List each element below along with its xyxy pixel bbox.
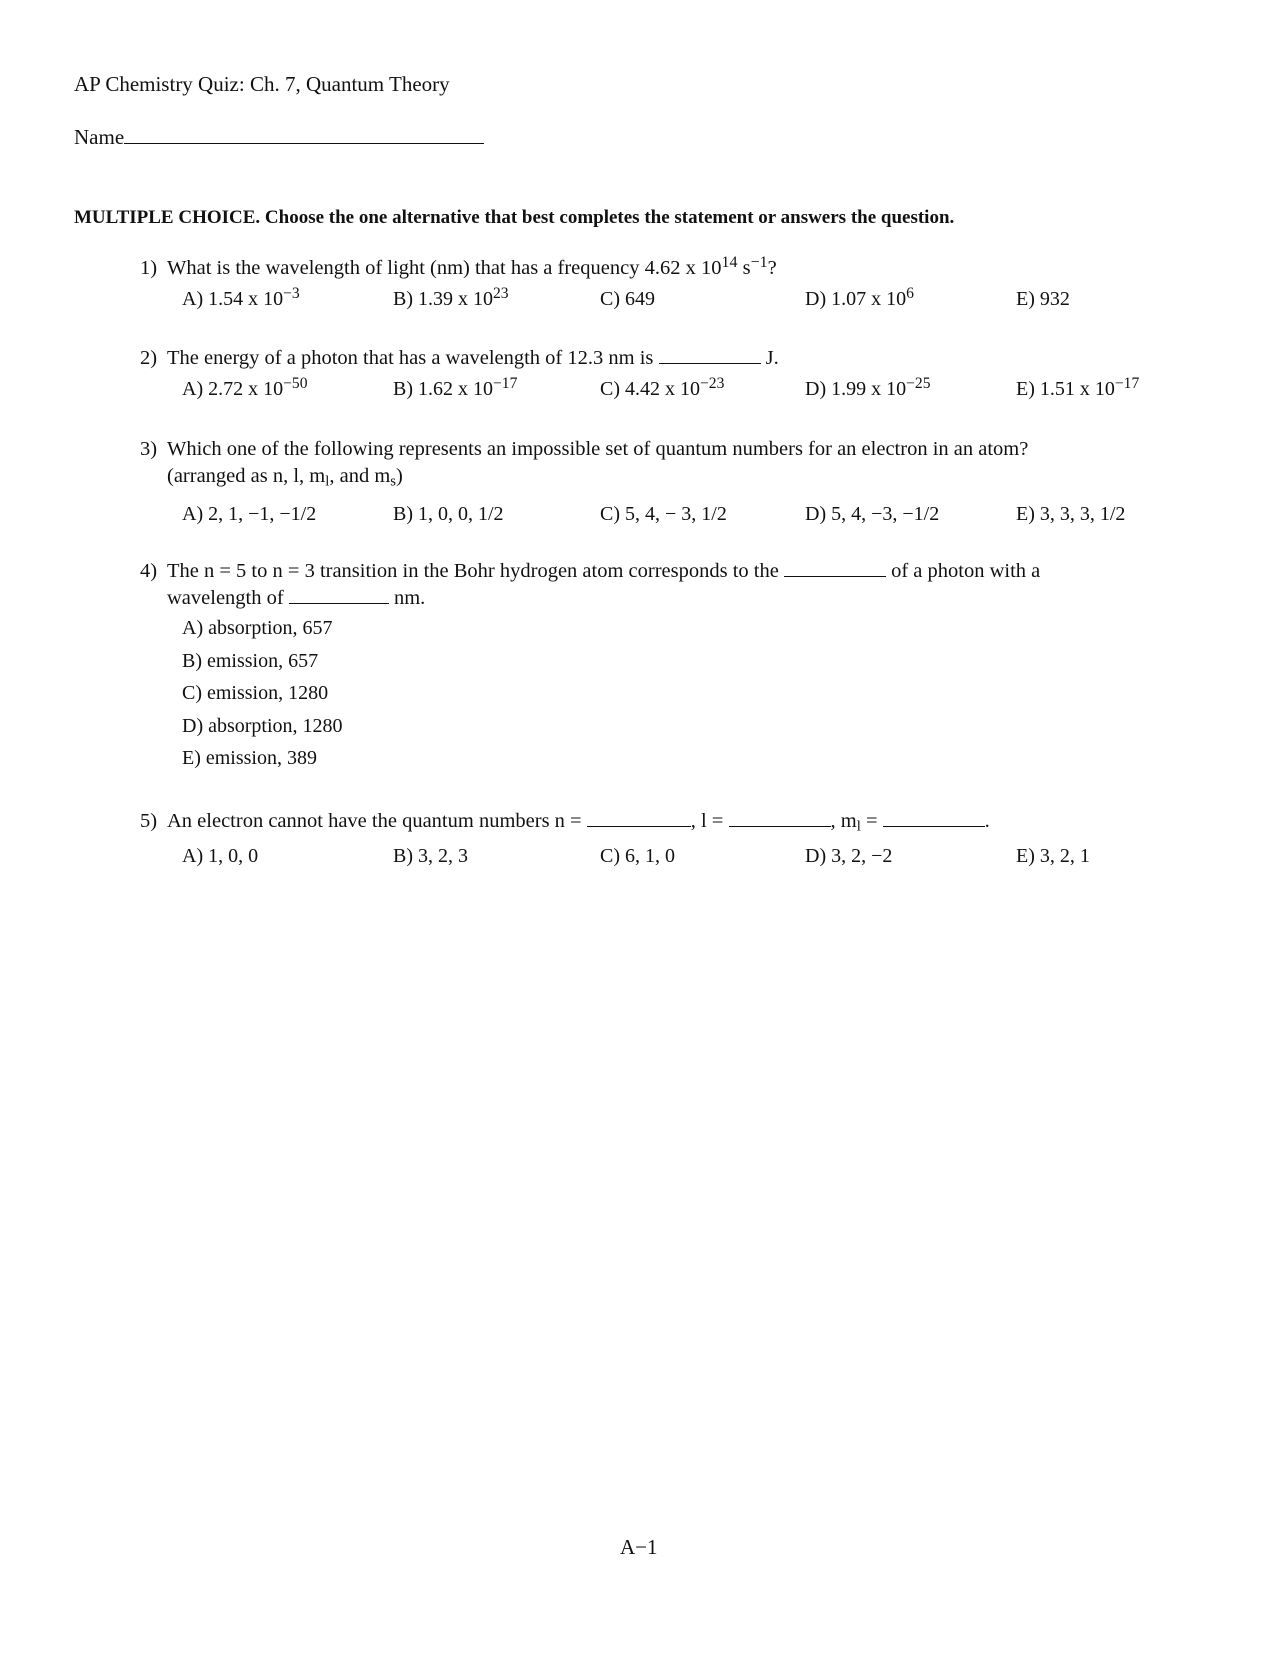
option-a: A) 2, 1, −1, −1/2 — [182, 503, 317, 525]
option-b: B) emission, 657 — [182, 649, 319, 672]
page-number: A−1 — [620, 1535, 658, 1559]
answer-blank — [587, 810, 691, 827]
question-number: 1) — [140, 257, 158, 279]
option-a: A) 2.72 x $10^{-50}$ — [182, 374, 308, 400]
answer-blank — [289, 587, 389, 604]
name-field — [74, 125, 484, 150]
options-list — [182, 617, 343, 780]
question-text: What is the wavelength of light (nm) that has a frequency 4.62 x $10^{14}$ $s^{-1}$? — [167, 253, 777, 279]
option-a: A) 1.54 x $10^{-3}$ — [182, 284, 300, 310]
option-e: E) 3, 2, 1 — [1016, 845, 1090, 867]
option-c: C) 6, 1, 0 — [600, 845, 675, 867]
option-a: A) absorption, 657 — [182, 617, 333, 639]
option-c: C) 4.42 x $10^{-23}$ — [600, 374, 725, 400]
question-number: 5) — [140, 810, 158, 832]
option-b: B) 1.39 x $10^{23}$ — [393, 284, 509, 310]
answer-blank — [883, 810, 985, 827]
question-number: 3) — [140, 438, 158, 460]
option-e: E) 1.51 x $10^{-17}$ — [1016, 374, 1140, 400]
name-blank-line — [124, 125, 484, 144]
option-b: B) 1, 0, 0, 1/2 — [393, 503, 504, 525]
option-b: B) 3, 2, 3 — [393, 845, 468, 867]
option-d: D) 5, 4, −3, −1/2 — [805, 503, 940, 525]
option-d: D) 1.07 x $10^6$ — [805, 284, 914, 310]
answer-blank — [729, 810, 831, 827]
question-text-line2: wavelength of nm. — [167, 587, 426, 609]
question-number: 4) — [140, 560, 158, 582]
question-text: The energy of a photon that has a wavelength of 12.3 nm is J. — [167, 347, 779, 369]
answer-blank — [784, 560, 886, 577]
option-b: B) 1.62 x $10^{-17}$ — [393, 374, 518, 400]
question-text: An electron cannot have the quantum numbers n = , l = , $m_l$ = . — [167, 810, 990, 835]
option-c: C) emission, 1280 — [182, 682, 329, 704]
question-text-line2: (arranged as n, l, $m_l$, and $m_s$) — [167, 465, 403, 490]
option-d: D) 1.99 x $10^{-25}$ — [805, 374, 931, 400]
option-c: C) 649 — [600, 288, 655, 310]
option-e: E) emission, 389 — [182, 747, 317, 769]
quiz-title: AP Chemistry Quiz: Ch. 7, Quantum Theory — [74, 72, 450, 96]
question-number: 2) — [140, 347, 158, 369]
option-d: D) 3, 2, −2 — [805, 845, 893, 867]
option-e: E) 3, 3, 3, 1/2 — [1016, 503, 1126, 525]
option-c: C) 5, 4, − 3, 1/2 — [600, 503, 727, 525]
option-a: A) 1, 0, 0 — [182, 845, 259, 867]
name-label: Name — [74, 125, 125, 149]
option-e: E) 932 — [1016, 288, 1070, 310]
option-d: D) absorption, 1280 — [182, 714, 343, 737]
question-text: The n = 5 to n = 3 transition in the Bohr hydrogen atom corresponds to the of a photon with a — [167, 560, 1041, 582]
answer-blank — [659, 347, 761, 364]
instructions: MULTIPLE CHOICE. Choose the one alternative that best completes the statement or answers the question. — [74, 207, 955, 228]
question-text: Which one of the following represents an impossible set of quantum numbers for an electron in an atom? — [167, 438, 1029, 460]
